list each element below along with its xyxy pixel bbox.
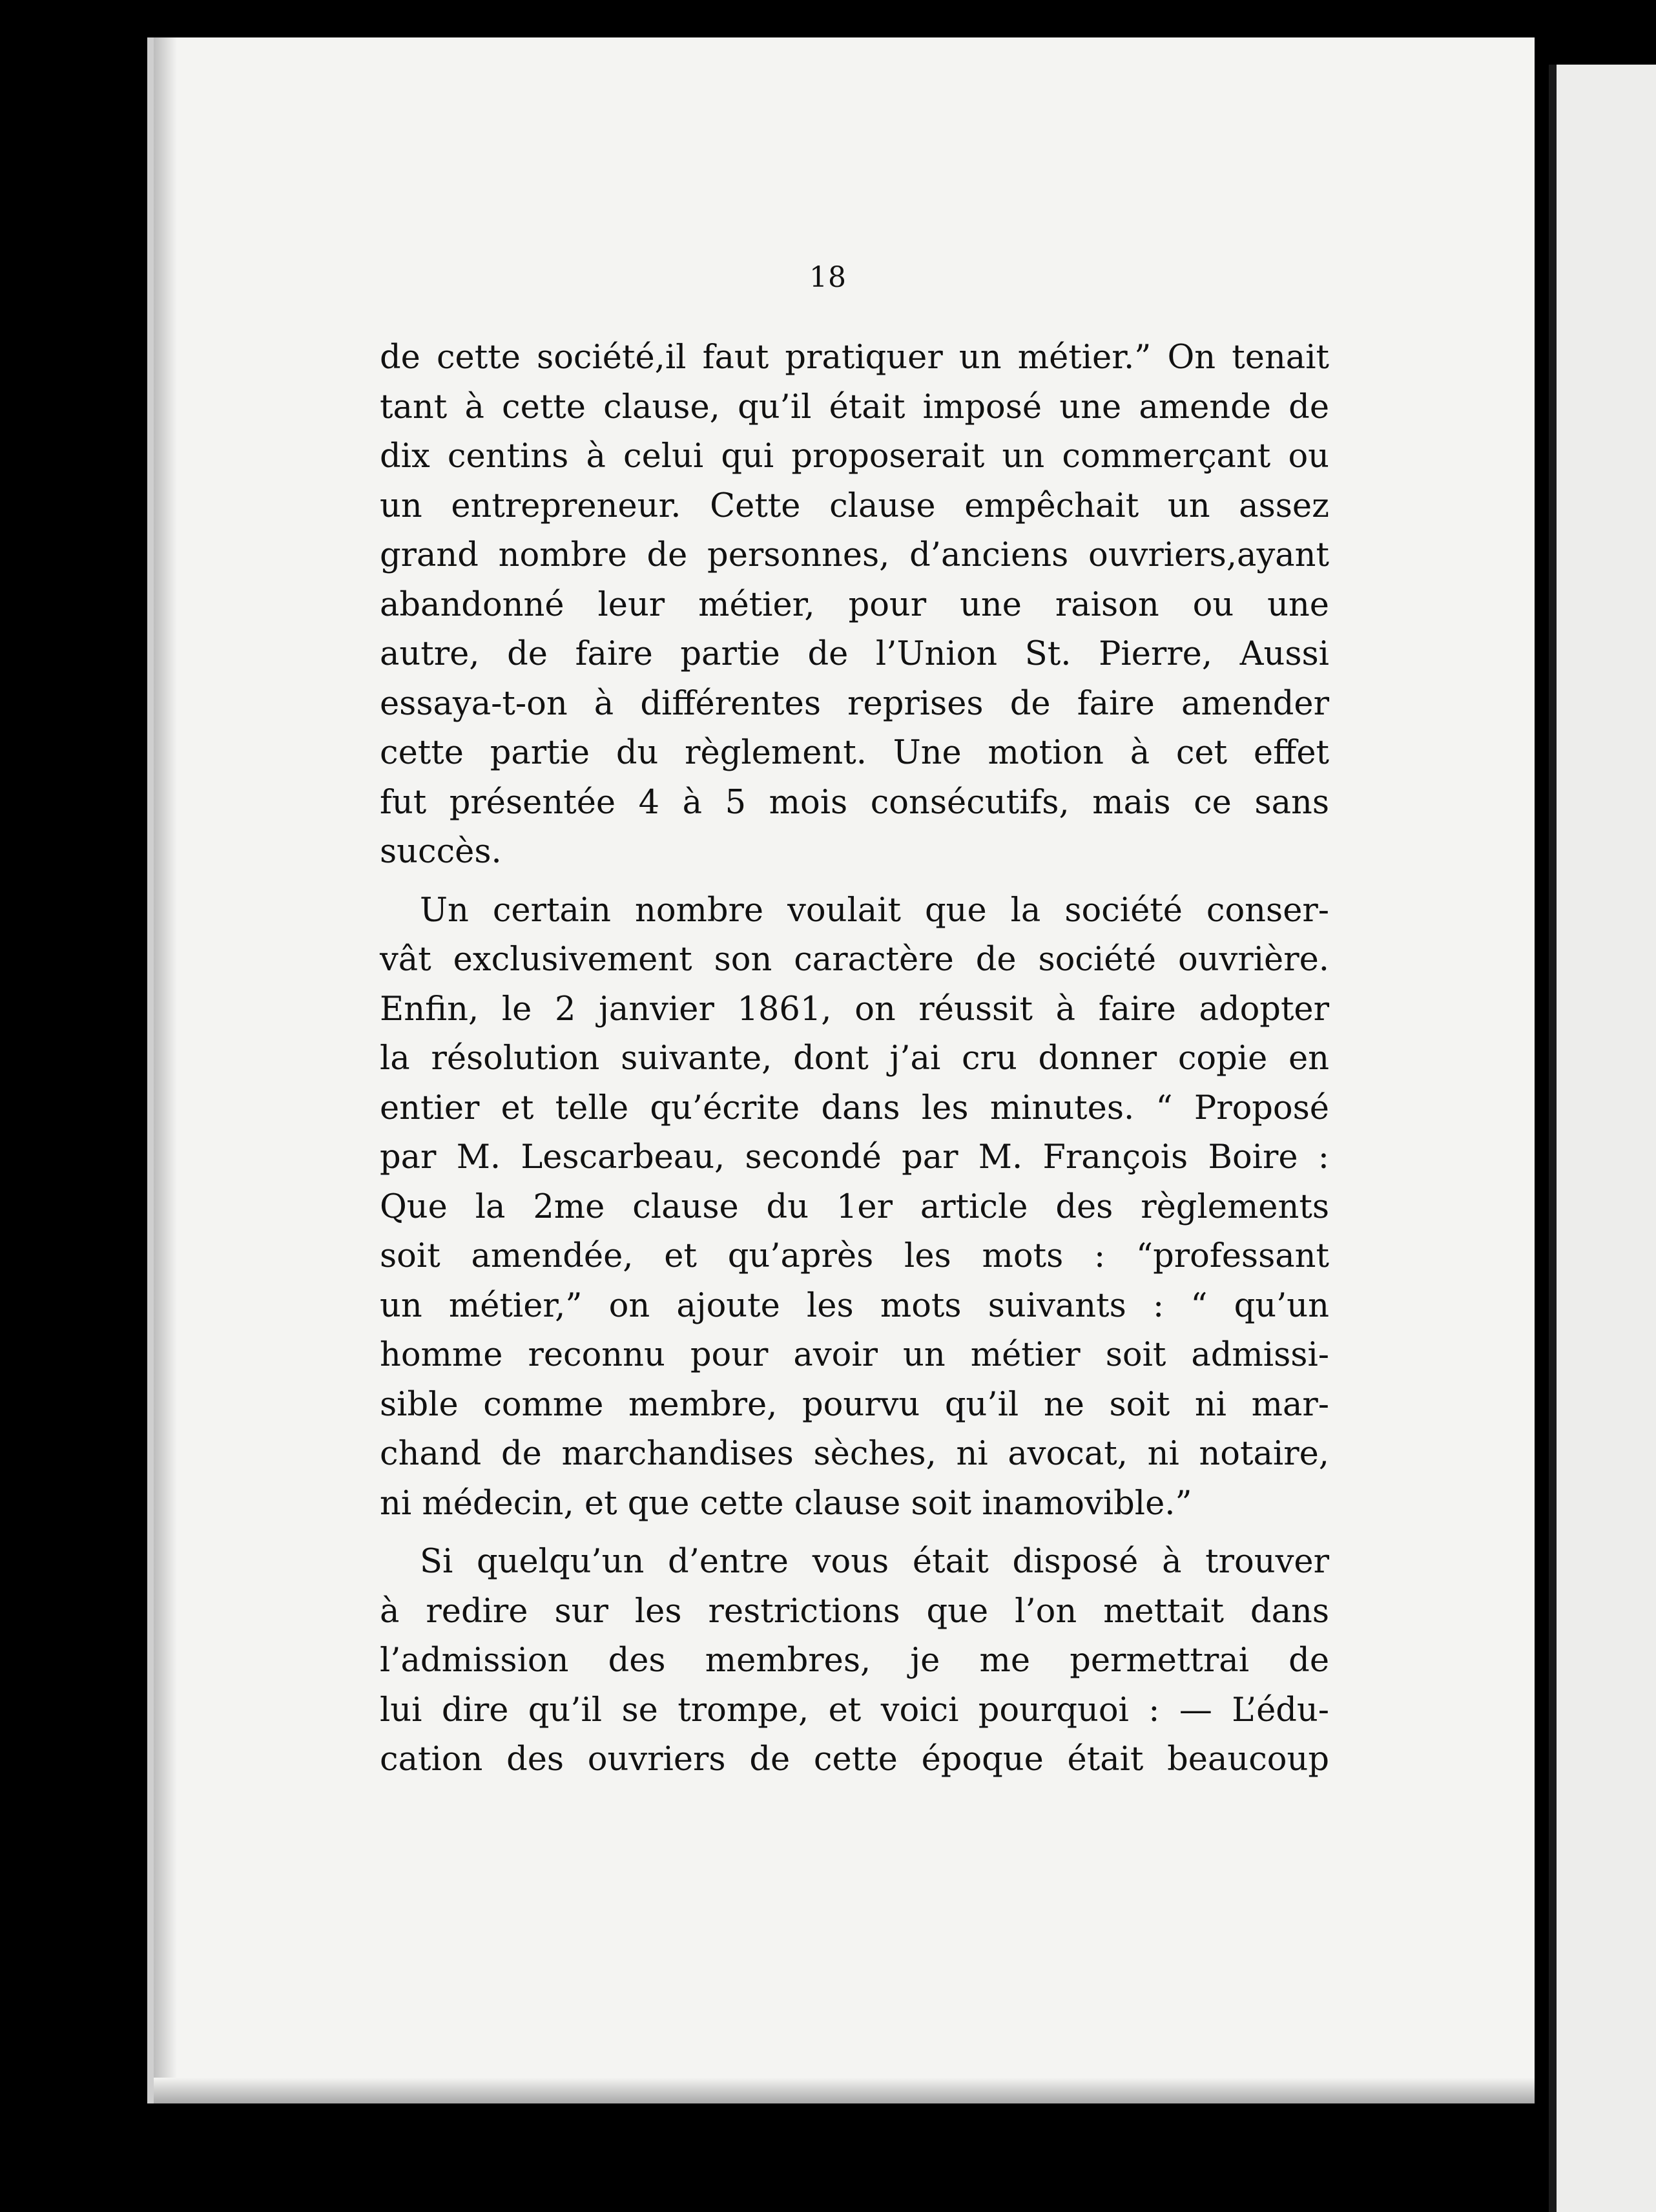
text-line: abandonné leur métier, pour une raison ou une (380, 585, 1329, 624)
text-line: à redire sur les restrictions que l’on mettait dans (380, 1592, 1329, 1631)
text-line: un entrepreneur. Cette clause empêchait un assez (380, 486, 1329, 525)
paragraph-2 (380, 886, 1329, 1529)
text-line: Si quelqu’un d’entre vous était disposé à trouver (420, 1543, 1329, 1581)
text-line: fut présentée 4 à 5 mois consécutifs, mais ce sans (380, 783, 1329, 822)
text-line: sible comme membre, pourvu qu’il ne soit ni mar- (380, 1385, 1329, 1424)
text-line: cation des ouvriers de cette époque était beaucoup (380, 1740, 1329, 1779)
text-line: cette partie du règlement. Une motion à cet effet (380, 734, 1329, 772)
text-line: succès. (380, 833, 502, 871)
text-line: soit amendée, et qu’après les mots : “professant (380, 1237, 1329, 1275)
text-line: tant à cette clause, qu’il était imposé une amende de (380, 388, 1329, 426)
paragraph-3 (380, 1538, 1329, 1785)
text-line: homme reconnu pour avoir un métier soit admissi- (380, 1336, 1329, 1374)
text-line: lui dire qu’il se trompe, et voici pourquoi : — L’édu- (380, 1691, 1329, 1729)
text-line: l’admission des membres, je me permettrai de (380, 1642, 1329, 1680)
text-line: de cette société,il faut pratiquer un métier.” On tenait (380, 339, 1329, 377)
text-line: par M. Lescarbeau, secondé par M. François Boire : (380, 1138, 1329, 1176)
page-number: 18 (809, 261, 847, 294)
text-line: Que la 2me clause du 1er article des règlements (380, 1187, 1329, 1226)
text-line: un métier,” on ajoute les mots suivants : “ qu’un (380, 1286, 1329, 1325)
text-line: Enfin, le 2 janvier 1861, on réussit à faire adopter (380, 990, 1329, 1028)
paragraph-1 (380, 333, 1329, 877)
text-line: dix centins à celui qui proposerait un commerçant ou (380, 437, 1329, 475)
page-gutter-shadow (154, 37, 177, 2103)
text-line: la résolution suivante, dont j’ai cru donner copie en (380, 1039, 1329, 1078)
text-line: grand nombre de personnes, d’anciens ouvriers,ayant (380, 536, 1329, 574)
page-bottom-shadow (154, 2078, 1535, 2103)
text-line: entier et telle qu’écrite dans les minutes. “ Proposé (380, 1089, 1329, 1127)
text-line: chand de marchandises sèches, ni avocat, ni notaire, (380, 1435, 1329, 1473)
text-line: Un certain nombre voulait que la société conser- (420, 891, 1329, 930)
next-page-edge (1549, 65, 1656, 2212)
body-text (380, 333, 1329, 1785)
text-line: vât exclusivement son caractère de société ouvrière. (380, 941, 1329, 979)
text-line: ni médecin, et que cette clause soit inamovible.” (380, 1484, 1192, 1523)
text-line: essaya-t-on à différentes reprises de faire amender (380, 684, 1329, 723)
text-line: autre, de faire partie de l’Union St. Pierre, Aussi (380, 635, 1329, 673)
